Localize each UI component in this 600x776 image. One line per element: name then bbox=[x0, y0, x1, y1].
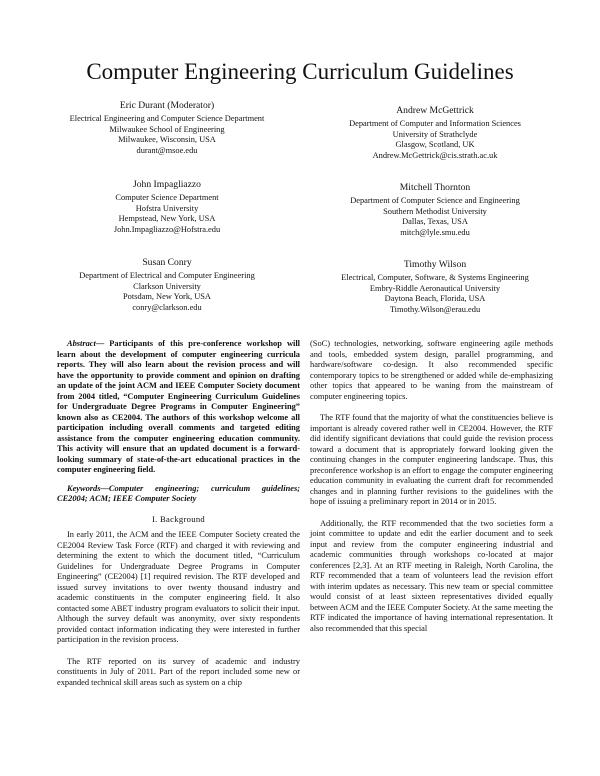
author-block bbox=[42, 179, 292, 235]
author-affiliation: Computer Science Department bbox=[115, 193, 219, 202]
author-block bbox=[42, 257, 292, 313]
keywords bbox=[57, 484, 300, 505]
author-affiliation: Electrical Engineering and Computer Science Department bbox=[69, 114, 265, 123]
author-affiliation: Southern Methodist University bbox=[383, 206, 487, 216]
author-name: Andrew McGettrick bbox=[396, 105, 474, 116]
left-column bbox=[57, 339, 300, 688]
author-affiliation: University of Strathclyde bbox=[392, 129, 478, 139]
section-heading: I. Background bbox=[151, 513, 206, 524]
author-email: conry@clarkson.edu bbox=[132, 302, 202, 312]
author-affiliation: Electrical, Computer, Software, & Systems Engineering bbox=[341, 273, 529, 282]
abstract bbox=[57, 339, 300, 476]
keywords-text: Computer engineering; curriculum guidelines; CE2004; ACM; IEEE Computer Society bbox=[57, 483, 300, 503]
author-block bbox=[310, 182, 560, 238]
author-affiliation: Milwaukee School of Engineering bbox=[109, 124, 225, 134]
body-paragraph: The RTF reported on its survey of academic and industry constituents in July of 2011. Part of the report included some new or expanded technical skill areas such as system on a chip bbox=[57, 656, 300, 687]
paper-title: Computer Engineering Curriculum Guidelines bbox=[86, 59, 514, 84]
author-affiliation: Department of Electrical and Computer Engineering bbox=[79, 271, 255, 280]
author-name: Susan Conry bbox=[142, 257, 192, 268]
author-email: mitch@lyle.smu.edu bbox=[400, 227, 470, 237]
author-affiliation: Hofstra University bbox=[135, 203, 199, 213]
keywords-label: Keywords— bbox=[67, 483, 109, 493]
abstract-text: Participants of this pre-conference workshop will learn about the development of computer engineering curricula reports. They will also learn about the revision process and will have the opportunity to provide comment and opinion on drafting an update of the joint ACM and IEEE Computer Society document from 2004 titled, “Computer Engineering Curriculum Guidelines for Undergraduate Degree Programs in Computer Engineering” known also as CE2004. The authors of this workshop welcome all participation including overall comments and targeted editing assistance from the computer engineering education community. This activity will ensure that an updated document is a forward-looking summary of state-of-the-art educational practices in the computer engineering field. bbox=[57, 339, 300, 474]
author-affiliation: Embry-Riddle Aeronautical University bbox=[369, 283, 501, 293]
body-paragraph: In early 2011, the ACM and the IEEE Computer Society created the CE2004 Review Task Force (RTF) and charged it with reviewing and determining the extent to which the document titled, “Curriculum Guidelines for Undergraduate Degree Programs in Computer Engineering” (CE2004) [1] required revision. The RTF developed and issued survey invitations to over twenty thousand industry and academic constituents in the computer engineering field. It also contacted some ABET industry program evaluators to solicit their input. Although the survey default was anonymity, over sixty respondents provided contact information indicating they were interested in further participation in the revision process. bbox=[57, 530, 300, 644]
author-location: Glasgow, Scotland, UK bbox=[395, 140, 475, 150]
author-email: Andrew.McGettrick@cis.strath.ac.uk bbox=[372, 150, 498, 160]
body-paragraph: Additionally, the RTF recommended that the two societies form a joint committee to update and edit the earlier document and to seek input and review from the computer engineering industrial and academic communities through workshops co-located at major conferences [2,3]. At an RTF meeting in Raleigh, North Carolina, the RTF recommended that a team of volunteers lead the revision effort with interim updates as necessary. This new team or special committee would consist of at least sixteen representatives divided equally between ACM and the IEEE Computer Society. At the same meeting the RTF indicated the importance of having international representation. It also recommended that this special bbox=[310, 518, 553, 633]
author-affiliation: Department of Computer and Information Sciences bbox=[349, 119, 521, 128]
author-email: Timothy.Wilson@erau.edu bbox=[389, 304, 481, 314]
right-column bbox=[310, 339, 553, 634]
author-location: Milwaukee, Wisconsin, USA bbox=[118, 135, 216, 145]
author-location: Potsdam, New York, USA bbox=[123, 292, 211, 302]
body-paragraph: The RTF found that the majority of what the constituencies believe is important is already covered rather well in CE2004. However, the RTF did identify significant deviations that could guide the revision process toward a document that is appropriately forward looking given the continuing changes in the computer engineering landscape. Thus, this preconference workshop is an effort to engage the computer engineering education community in evaluating the current draft for recommended changes and in planning further revisions to the guidelines with the hope of issuing a preliminary report in 2014 or in 2015. bbox=[310, 413, 553, 506]
author-email: durant@msoe.edu bbox=[136, 145, 198, 155]
author-affiliation: Department of Computer Science and Engineering bbox=[350, 196, 520, 205]
author-name: Timothy Wilson bbox=[403, 259, 467, 270]
author-block bbox=[42, 100, 292, 156]
author-block bbox=[310, 259, 560, 315]
author-location: Daytona Beach, Florida, USA bbox=[384, 294, 486, 304]
author-name: John Impagliazzo bbox=[133, 179, 201, 190]
author-location: Hempstead, New York, USA bbox=[118, 214, 216, 224]
author-affiliation: Clarkson University bbox=[133, 281, 201, 291]
author-block bbox=[310, 105, 560, 161]
author-email: John.Impagliazzo@Hofstra.edu bbox=[113, 224, 221, 234]
body-paragraph: (SoC) technologies, networking, software engineering agile methods and tools, embedded system design, parallel programming, and hardware/software co-design. It also recommended specific contemporary topics to be strengthened or added while de-emphasizing other topics that appeared to be waning from the mainstream of computer engineering topics. bbox=[310, 339, 553, 401]
author-name: Eric Durant (Moderator) bbox=[119, 100, 215, 111]
author-name: Mitchell Thornton bbox=[399, 182, 471, 193]
author-location: Dallas, Texas, USA bbox=[402, 217, 468, 227]
abstract-label: Abstract— bbox=[67, 339, 105, 348]
